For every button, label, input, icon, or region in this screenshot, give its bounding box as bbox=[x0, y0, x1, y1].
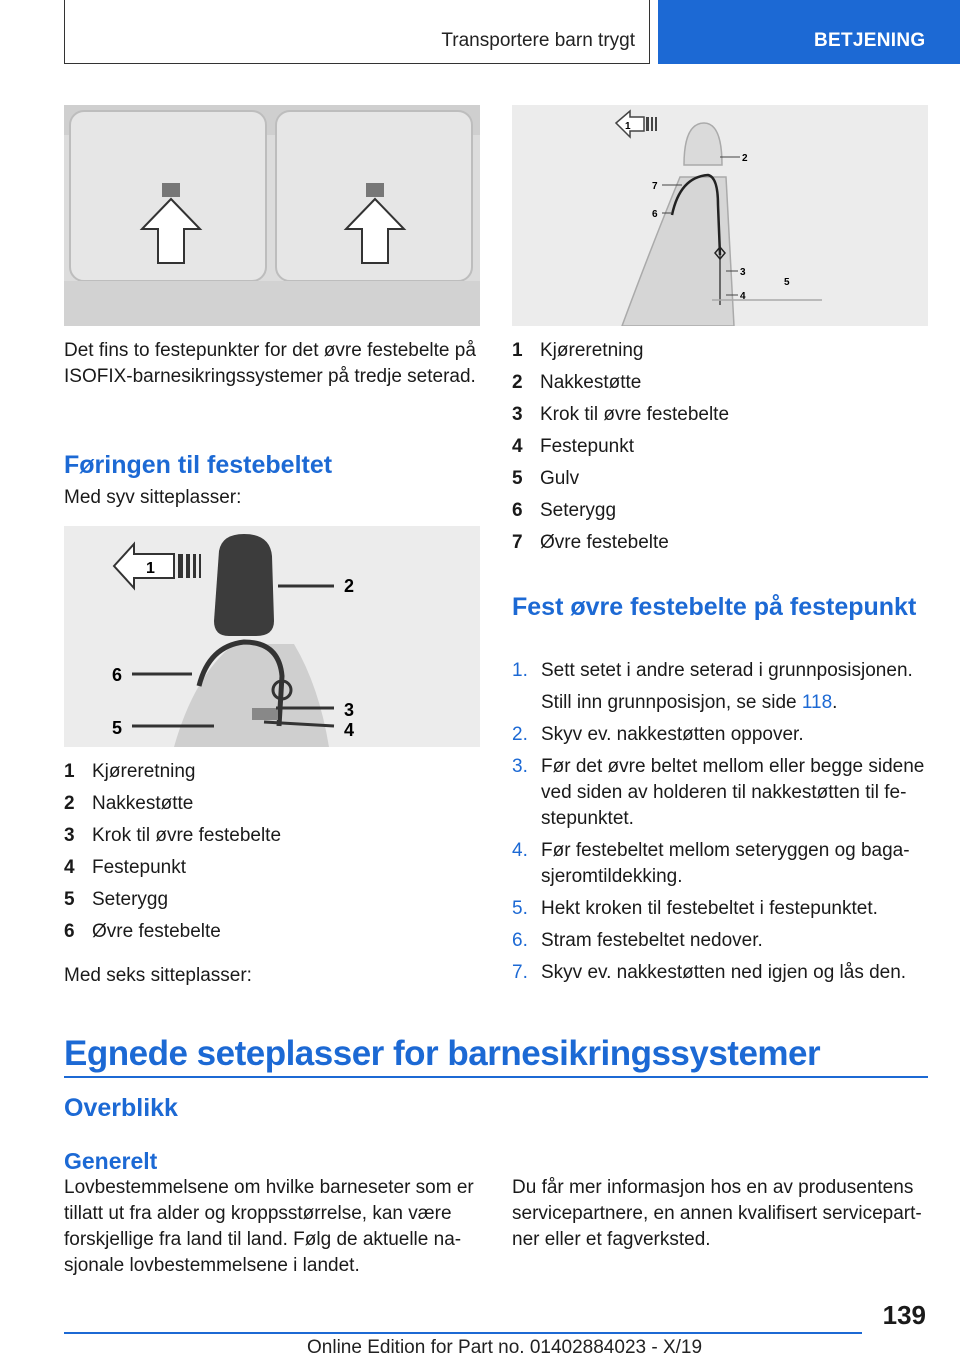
footer-edition: Online Edition for Part no. 01402884023 - X/19 bbox=[307, 1337, 703, 1358]
fig3-label-1: 1 bbox=[625, 121, 631, 132]
right-legend bbox=[512, 335, 928, 559]
intro-paragraph: Det fins to festepunkter for det øvre festebelte på ISOFIX-barnesikringssystemer på tredje seterad. bbox=[64, 340, 476, 387]
section-title-main: Egnede seteplasser for barnesikringssystemer bbox=[64, 1034, 821, 1073]
fig3-label-6: 6 bbox=[652, 209, 658, 220]
list-item: 4 Festepunkt bbox=[64, 857, 186, 878]
section-title: Transportere barn trygt bbox=[441, 30, 635, 51]
figure-headrest-seven-seats bbox=[64, 526, 480, 747]
list-item: 3 Krok til øvre festebelte bbox=[512, 404, 730, 425]
figure-anchor-points bbox=[64, 105, 480, 326]
list-item: 2 Nakkestøtte bbox=[512, 372, 642, 393]
chapter-tab: BETJENING bbox=[658, 0, 960, 64]
left-legend bbox=[64, 756, 480, 948]
general-paragraph-right: Du får mer informasjon hos en av produsentens servicepartnere, en annen kvalifisert servicepartner eller et fagverksted. bbox=[512, 1177, 922, 1250]
fig3-label-7: 7 bbox=[652, 181, 658, 192]
fig3-label-3: 3 bbox=[740, 267, 746, 278]
fig2-label-4: 4 bbox=[344, 720, 355, 740]
headrest-side-illustration bbox=[512, 105, 928, 326]
fig2-label-3: 3 bbox=[344, 700, 355, 720]
list-item: 6 Øvre festebelte bbox=[64, 921, 221, 942]
headrest-illustration bbox=[64, 526, 480, 747]
list-item: 6 Seterygg bbox=[512, 500, 617, 521]
page-number: 139 bbox=[882, 1300, 926, 1330]
header-section-box bbox=[64, 0, 650, 64]
footer-divider bbox=[64, 1332, 862, 1334]
list-item: 4 Festepunkt bbox=[512, 436, 634, 457]
overview-heading: Overblikk bbox=[64, 1094, 178, 1122]
steps-list bbox=[512, 658, 928, 992]
fig2-label-5: 5 bbox=[112, 718, 123, 738]
left-heading: Føringen til festebeltet bbox=[64, 451, 333, 479]
figure-headrest-six-seats bbox=[512, 105, 928, 326]
step-item: 5. Hekt kroken til festebeltet i festepunktet. bbox=[512, 898, 878, 919]
anchor-points-illustration bbox=[64, 105, 480, 326]
list-item: 5 Gulv bbox=[512, 468, 580, 489]
step-item: 4. Før festebeltet mellom seteryggen og bagasjeromtildekking. bbox=[512, 840, 910, 887]
page-link-118[interactable]: 118 bbox=[801, 692, 833, 713]
general-paragraph-left: Lovbestemmelsene om hvilke barneseter som er tillatt ut fra alder og kroppsstørrelse, kan være forskjellige fra land til land. Følg de aktuelle nasjonale lovbestemmelsene i landet. bbox=[64, 1177, 474, 1276]
list-item: 2 Nakkestøtte bbox=[64, 793, 194, 814]
list-item: 1 Kjøreretning bbox=[64, 761, 196, 782]
general-heading: Generelt bbox=[64, 1148, 158, 1174]
step-item: 7. Skyv ev. nakkestøtten ned igjen og lås den. bbox=[512, 962, 907, 983]
right-heading: Fest øvre festebelte på festepunkt bbox=[512, 593, 917, 621]
list-item: 1 Kjøreretning bbox=[512, 340, 644, 361]
list-item: 7 Øvre festebelte bbox=[512, 532, 669, 553]
seven-seats-text: Med syv sitteplasser: bbox=[64, 487, 242, 508]
step-item: 3. Før det øvre beltet mellom eller begge sidene ved siden av holderen til nakkestøtten til festepunktet. bbox=[512, 756, 925, 829]
step-item: 2. Skyv ev. nakkestøtten oppover. bbox=[512, 724, 804, 745]
six-seats-text: Med seks sitteplasser: bbox=[64, 965, 252, 986]
fig2-label-1: 1 bbox=[146, 560, 155, 577]
section-divider bbox=[64, 1076, 928, 1078]
fig3-label-4: 4 bbox=[740, 291, 746, 302]
fig3-label-5: 5 bbox=[784, 277, 790, 288]
fig2-label-6: 6 bbox=[112, 665, 123, 685]
step-item: 6. Stram festebeltet nedover. bbox=[512, 930, 763, 951]
list-item: 3 Krok til øvre festebelte bbox=[64, 825, 282, 846]
fig2-label-2: 2 bbox=[344, 576, 355, 596]
list-item: 5 Seterygg bbox=[64, 889, 169, 910]
step-item: 1. Sett setet i andre seterad i grunnposisjonen. Still inn grunnposisjon, se side 118. bbox=[512, 660, 913, 713]
fig3-label-2: 2 bbox=[742, 153, 748, 164]
